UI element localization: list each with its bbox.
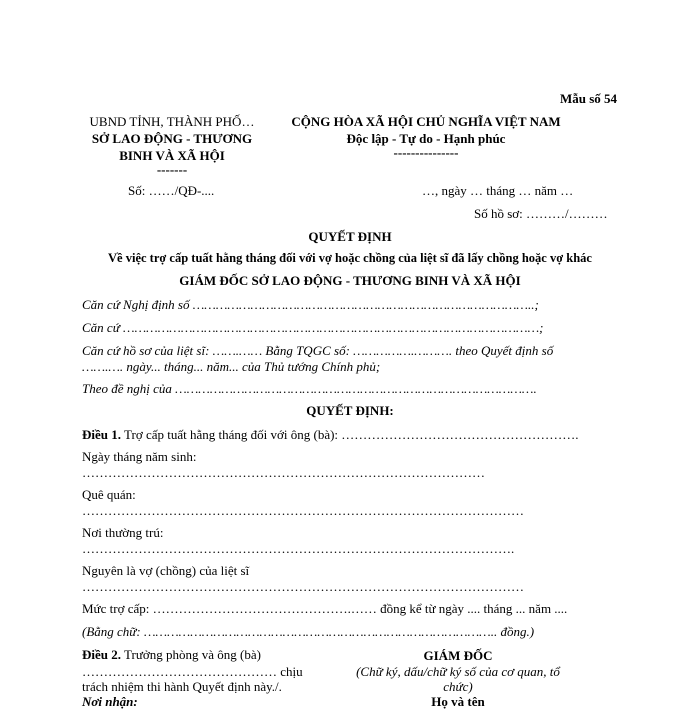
legal-basis-3: Căn cứ hồ sơ của liệt sĩ: …….…… Bằng TQGC số: …………….………. theo Quyết định số: [82, 343, 554, 358]
article-2-line3: trách nhiệm thi hành Quyết định này./.: [82, 679, 282, 694]
form-number: Mẫu số 54: [560, 91, 618, 106]
article-2-text: Trưởng phòng và ông (bà): [121, 647, 261, 662]
decision-heading: QUYẾT ĐỊNH:: [306, 403, 394, 418]
allowance-amount: Mức trợ cấp: ……………………………………….…… đồng kể từ ngày .... tháng ... năm ....: [82, 601, 568, 616]
article-1: [82, 427, 579, 443]
legal-basis-4: …….…. ngày... tháng... năm... của Thủ tướng Chính phủ;: [82, 359, 381, 374]
article-2: [82, 647, 261, 663]
file-number: Số hồ sơ: ………/………: [474, 206, 608, 221]
header-left-line2: SỞ LAO ĐỘNG - THƯƠNG: [91, 131, 253, 146]
residence-dots: ……………………………………………………………………………………….: [82, 541, 515, 556]
hometown-dots: …………………………………………………………………………………………: [82, 503, 524, 518]
dob-label: Ngày tháng năm sinh:: [82, 449, 197, 464]
header-left-line3: BINH VÀ XÃ HỘI: [119, 148, 225, 163]
former-spouse-label: Nguyên là vợ (chồng) của liệt sĩ: [82, 563, 250, 578]
header-left-separator: -------: [156, 162, 188, 177]
article-2-label: Điều 2.: [82, 647, 121, 662]
document-subject: Về việc trợ cấp tuất hằng tháng đối với vợ hoặc chồng của liệt sĩ đã lấy chồng hoặc vợ khác: [108, 251, 592, 265]
decision-number: Số: ……/QĐ-....: [128, 183, 215, 198]
allowance-in-words: (Bằng chữ: ……………………………………………………………………………….. đồng.): [82, 624, 535, 639]
date-line: …, ngày … tháng … năm …: [422, 183, 574, 198]
header-right: [270, 113, 582, 159]
header-right-line2: Độc lập - Tự do - Hạnh phúc: [346, 131, 506, 146]
signature-note-1: (Chữ ký, dấu/chữ ký số của cơ quan, tổ: [356, 664, 560, 679]
header-left-line1: UBND TỈNH, THÀNH PHỐ…: [89, 114, 255, 129]
article-1-label: Điều 1.: [82, 427, 121, 442]
former-spouse-dots: …………………………………………………………………………………………: [82, 579, 524, 594]
legal-basis-1: Căn cứ Nghị định số ……………………………………………………………………………..;: [82, 297, 539, 312]
residence-label: Nơi thường trú:: [82, 525, 164, 540]
legal-basis-2: Căn cứ ………………………………………………………………………………………………;: [82, 320, 544, 335]
header-right-separator: ---------------: [393, 145, 459, 160]
header-left: [78, 113, 266, 176]
dob-dots: …………………………………………………………………………………: [82, 465, 485, 480]
signature-name-label: Họ và tên: [431, 694, 485, 709]
article-1-text: Trợ cấp tuất hằng tháng đối với ông (bà): ……………………………………………….: [121, 427, 579, 442]
article-2-line2: ……………………………………… chịu: [82, 664, 303, 679]
signature-title: GIÁM ĐỐC: [423, 648, 493, 663]
signature-note-2: chức): [443, 679, 473, 694]
hometown-label: Quê quán:: [82, 487, 136, 502]
issuing-authority: GIÁM ĐỐC SỞ LAO ĐỘNG - THƯƠNG BINH VÀ XÃ HỘI: [179, 273, 521, 288]
header-right-line1: CỘNG HÒA XÃ HỘI CHỦ NGHĨA VIỆT NAM: [291, 114, 561, 129]
legal-basis-5: Theo đề nghị của ………………………………………………………………………………….: [82, 381, 537, 396]
recipients-label: Nơi nhận:: [82, 694, 138, 709]
document-title: QUYẾT ĐỊNH: [308, 229, 392, 244]
